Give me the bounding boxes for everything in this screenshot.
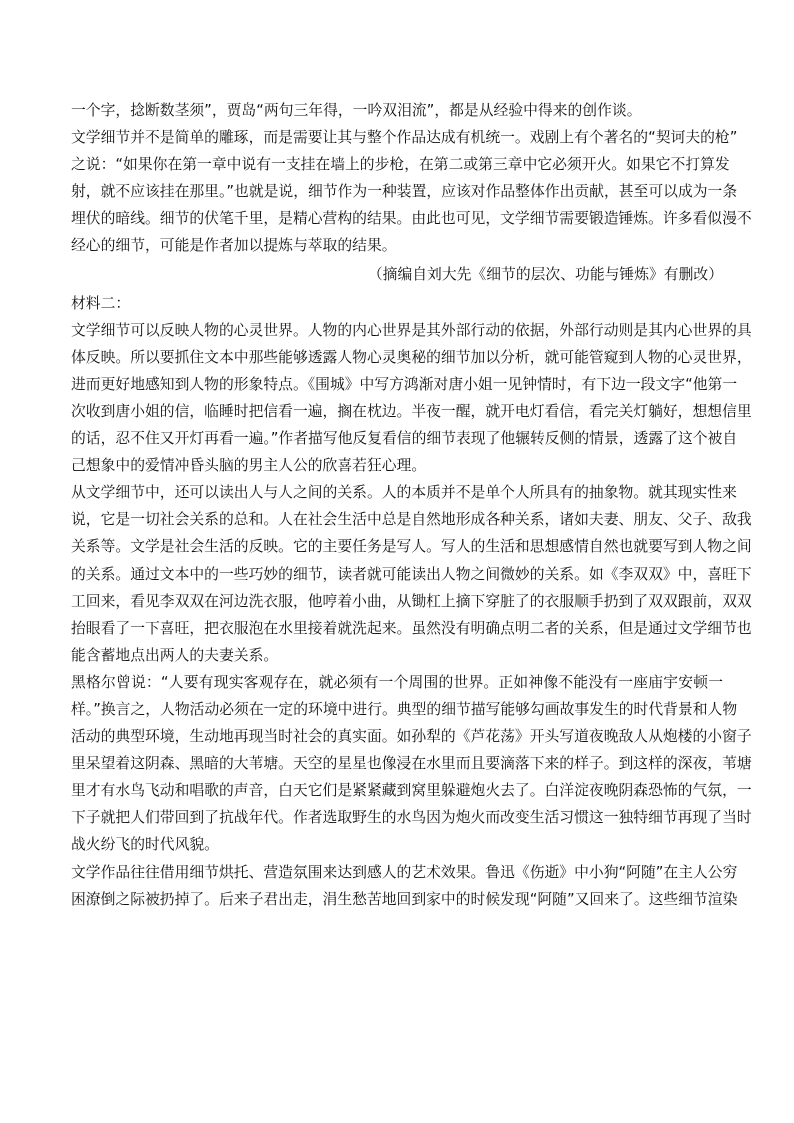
text-line: 埋伏的暗线。细节的伏笔千里，是精心营构的结果。由此也可见，文学细节需要锻造锤炼。许多看似漫不 [71,210,752,228]
text-line: 射，就不应该挂在那里。”也就是说，细节作为一种装置，应该对作品整体作出贡献，甚至可以成为一条 [71,183,738,201]
document-body [71,97,752,913]
text-line: 里才有水鸟飞动和唱歌的声音，白天它们是紧紧藏到窝里躲避炮火去了。白洋淀夜晚阴森恐怖的气氛，一 [71,782,752,800]
text-line: 困潦倒之际被扔掉了。后来子君出走，涓生愁苦地回到家中的时候发现“阿随”又回来了。这些细节渲染 [71,890,738,908]
text-line: 一个字，捻断数茎须”，贾岛“两句三年得，一吟双泪流”，都是从经验中得来的创作谈。 [71,102,642,119]
text-line: 次收到唐小姐的信，临睡时把信看一遍，搁在枕边。半夜一醒，就开电灯看信，看完关灯躺好，想想信里 [71,402,752,420]
text-line: 活动的典型环境，生动地再现当时社会的真实面。如孙犁的《芦花荡》开头写道夜晚敌人从炮楼的小窗子 [71,728,752,746]
text-line: 关系等。文学是社会生活的反映。它的主要任务是写人。写人的生活和思想感情自然也就要写到人物之间 [71,538,752,556]
text-line: 进而更好地感知到人物的形象特点。《围城》中写方鸿渐对唐小姐一见钟情时，有下边一段文字“他第一 [71,375,738,393]
text-line: 战火纷飞的时代风貌。 [71,836,219,854]
text-line: 之说：“如果你在第一章中说有一支挂在墙上的步枪，在第二或第三章中它必须开火。如果它不打算发 [71,156,730,174]
text-line: 体反映。所以要抓住文本中那些能够透露人物心灵奥秘的细节加以分析，就可能管窥到人物的心灵世界， [71,348,752,366]
text-line: 从文学细节中，还可以读出人与人之间的关系。人的本质并不是单个人所具有的抽象物。就其现实性来 [71,484,737,502]
text-line: 说，它是一切社会关系的总和。人在社会生活中总是自然地形成各种关系，诸如夫妻、朋友、父子、敌我 [71,511,752,529]
text-line: 样。”换言之，人物活动必须在一定的环境中进行。典型的细节描写能够勾画故事发生的时代背景和人物 [71,700,738,718]
text-line: 文学作品往往借用细节烘托、营造氛围来达到感人的艺术效果。鲁迅《伤逝》中小狗“阿随”在主人公穷 [71,863,738,881]
text-line: 工回来，看见李双双在河边洗衣服，他哼着小曲，从锄杠上摘下穿脏了的衣服顺手扔到了双双跟前，双双 [71,592,752,610]
text-line: 文学细节可以反映人物的心灵世界。人物的内心世界是其外部行动的依据，外部行动则是其内心世界的具 [71,321,752,339]
text-line: 的关系。通过文本中的一些巧妙的细节，读者就可能读出人物之间微妙的关系。如《李双双》中，喜旺下 [71,565,752,583]
text-line: 文学细节并不是简单的雕琢，而是需要让其与整个作品达成有机统一。戏剧上有个著名的“契诃夫的枪” [71,129,738,147]
text-line: 抬眼看了一下喜旺，把衣服泡在水里接着就洗起来。虽然没有明确点明二者的关系，但是通过文学细节也 [71,619,752,637]
text-line: 的话，忍不住又开灯再看一遍。”作者描写他反复看信的细节表现了他辗转反侧的情景，透露了这个被自 [71,430,738,448]
text-line: 能含蓄地点出两人的夫妻关系。 [71,646,279,664]
text-line: 下子就把人们带回到了抗战年代。作者选取野生的水鸟因为炮火而改变生活习惯这一独特细节再现了当时 [71,809,752,827]
text-line: 经心的细节，可能是作者加以提炼与萃取的结果。 [71,237,397,255]
text-line: 己想象中的爱情冲昏头脑的男主人公的欣喜若狂心理。 [71,457,427,475]
source-citation: （摘编自刘大先《细节的层次、功能与锤炼》有删改） [367,265,723,283]
text-line: 材料二： [71,294,131,312]
text-line: 里呆望着这阴森、黑暗的大苇塘。天空的星星也像浸在水里而且要滴落下来的样子。到这样的深夜，苇塘 [71,755,752,773]
text-line: 黑格尔曾说：“人要有现实客观存在，就必须有一个周围的世界。正如神像不能没有一座庙宇安顿一 [71,673,723,691]
